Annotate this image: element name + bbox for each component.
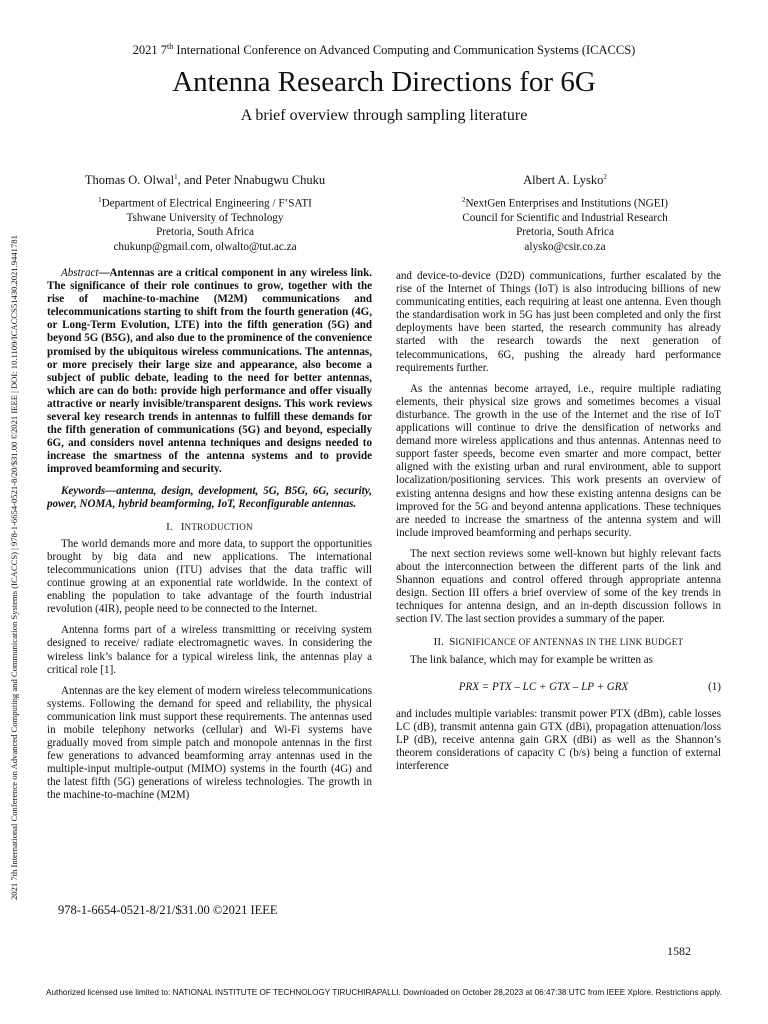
author-block-1: [50, 170, 360, 254]
conference-name: International Conference on Advanced Computing and Communication Systems (ICACCS): [173, 43, 636, 58]
page-number: 1582: [667, 944, 691, 958]
author-dept-2: $^2$NextGen Enterprises and Institutions (NGEI): [461, 195, 669, 210]
link-balance-intro: The link balance, which may for example be written as: [410, 653, 653, 666]
copyright-line: 978-1-6654-0521-8/21/$31.00 ©2021 IEEE: [58, 903, 278, 917]
left-column: [47, 267, 372, 811]
section-heading-introduction: I. INTRODUCTION: [166, 520, 253, 533]
author-email-1[interactable]: chukunp@gmail.com, olwalto@tut.ac.za: [113, 240, 297, 253]
author-org-1: Tshwane University of Technology: [126, 211, 284, 224]
intro-paragraph-3: Antennas are the key element of modern wireless telecommunications systems. Following the demand for speed and reliability, the physical communication link must support these requirements. The antennas used in mobile telephony networks (cellular) and Wi-Fi systems have gradually moved from simple patch and monopole antennas in the first few generations to advanced beamforming array antennas used in the multiple-input multiple-output (MIMO) systems in the fourth (4G) and the latest fifth (5G) generations of wireless technologies. The growth in the machine-to-machine (M2M): [47, 684, 372, 802]
conference-ordinal-sup: th: [167, 42, 174, 51]
section-heading-link-budget: II. SIGNIFICANCE OF ANTENNAS IN THE LINK BUDGET: [433, 636, 684, 649]
author-names-2: Albert A. Lysko$^2$: [523, 173, 607, 188]
right-paragraph-1: and device-to-device (D2D) communications, further escalated by the rise of the Internet of Things (IoT) is also introducing billions of new communicating entities, each requiring at least one antenna. Even though the standardisation work in 5G has just been completed and only the first deployments have been started, the research community has already started with the research towards the next generation of telecommunications, 6G, pushing the already hard performance requirements further.: [396, 270, 721, 374]
author-city-1: Pretoria, South Africa: [156, 226, 254, 239]
author-block-2: [410, 170, 720, 254]
license-footer: Authorized licensed use limited to: NATIONAL INSTITUTE OF TECHNOLOGY TIRUCHIRAPALLI. Downloaded on October 28,2023 at 06:47:38 UTC from IEEE Xplore. Restrictions apply.: [46, 988, 722, 997]
author-org-2: Council for Scientific and Industrial Research: [462, 211, 668, 224]
equation-1: [396, 681, 721, 694]
paper-title: Antenna Research Directions for 6G: [172, 66, 596, 98]
author-names-1: Thomas O. Olwal$^1$, and Peter Nnabugwu Chuku: [84, 173, 326, 188]
author-city-2: Pretoria, South Africa: [516, 226, 614, 239]
abstract-label: Abstract: [61, 267, 99, 279]
sidebar-citation: [9, 235, 19, 901]
equation-body: PRX = PTX – LC + GTX – LP + GRX: [458, 680, 629, 693]
author-email-2[interactable]: alysko@csir.co.za: [524, 240, 606, 253]
sidebar-citation-text: 2021 7th International Conference on Advanced Computing and Communication Systems (ICACCS) | 978-1-6654-0521-8/20/$31.00 ©2021 IEEE | DOI: 10.1109/ICACCS51430.2021.9441781: [9, 235, 19, 900]
keywords: Keywords—antenna, design, development, 5G, B5G, 6G, security, power, NOMA, hybrid beamforming, IoT, Reconfigurable antennas.: [47, 484, 372, 510]
right-column: [396, 270, 721, 781]
conference-year: 2021 7: [132, 43, 168, 58]
abstract-text: —Antennas are a critical component in any wireless link. The significance of their role continues to grow, together with the rise of machine-to-machine (M2M) communications and telecommunications starting to shift from the fourth generation (4G, or Long-Term Evolution, LTE) into the fifth generation (5G) and beyond 5G (B5G), and also due to the prominence of the convenience promised by the ubiquitous wireless communications. The antennas, or more precisely their large size and appearance, also become a subject of public debate, leading to the need for better antennas, which are can do both: provide high performance and offer visually attractive or nearly invisible/transparent designs. This work reviews several key research trends in antennas to fulfill these demands for the fifth generation of communications (5G) and beyond, especially 6G, and considers novel antenna techniques and designs needed to increase the smartness of the antenna systems and to provide improved beamforming and security.: [47, 267, 372, 476]
abstract: [47, 267, 372, 477]
intro-paragraph-1: The world demands more and more data, to support the opportunities brought by big data and new applications. The international telecommunications union (ITU) advises that the data traffic will continue growing at an exponential rate worldwide. In the context of enabling the population to take advantage of the fourth industrial revolution (4IR), people need to be connected to the Internet.: [47, 537, 372, 616]
after-equation-paragraph: and includes multiple variables: transmit power PTX (dBm), cable losses LC (dB), transmit antenna gain GTX (dBi), propagation attenuation/loss LP (dB), receive antenna gain GRX (dBi) as well as the Shannon’s theorem considerations of capacity C (b/s) being a function of external interference: [396, 707, 721, 773]
intro-paragraph-2: Antenna forms part of a wireless transmitting or receiving system designed to receive/ radiate electromagnetic waves. In considering the wireless link’s balance for a typical wireless link, the antennas play a critical role [1].: [47, 624, 372, 676]
author-dept-1: $^1$Department of Electrical Engineering / F’SATI: [98, 195, 312, 210]
conference-header: [0, 42, 768, 58]
equation-number: (1): [708, 680, 721, 693]
right-paragraph-2: As the antennas become arrayed, i.e., require multiple radiating elements, their physical size grows and sometimes becomes a visual disturbance. The growth in the use of the Internet and the rise of IoT applications will continue to drive the densification of networks and demand more wireless applications and thus antennas. Antennas need to support faster speeds, become even smarter and more compact, better aligned with the existing urban and rural environment, able to support localization/positioning services. This work presents an overview of existing antenna designs and how these existing antenna designs can be improved for the 5G and beyond antenna applications. These techniques are needed to increase the smartness of the antenna system and will include improved beamforming and perhaps security.: [396, 382, 721, 539]
right-paragraph-3: The next section reviews some well-known but highly relevant facts about the interconnection between the different parts of the link and Shannon equations and control offered through appropriate antenna design. Section III offers a brief overview of some of the key trends in techniques for antenna design, and an in-depth discussion follows in section IV. The last section provides a summary of the paper.: [396, 547, 721, 626]
paper-subtitle: A brief overview through sampling literature: [240, 107, 528, 124]
